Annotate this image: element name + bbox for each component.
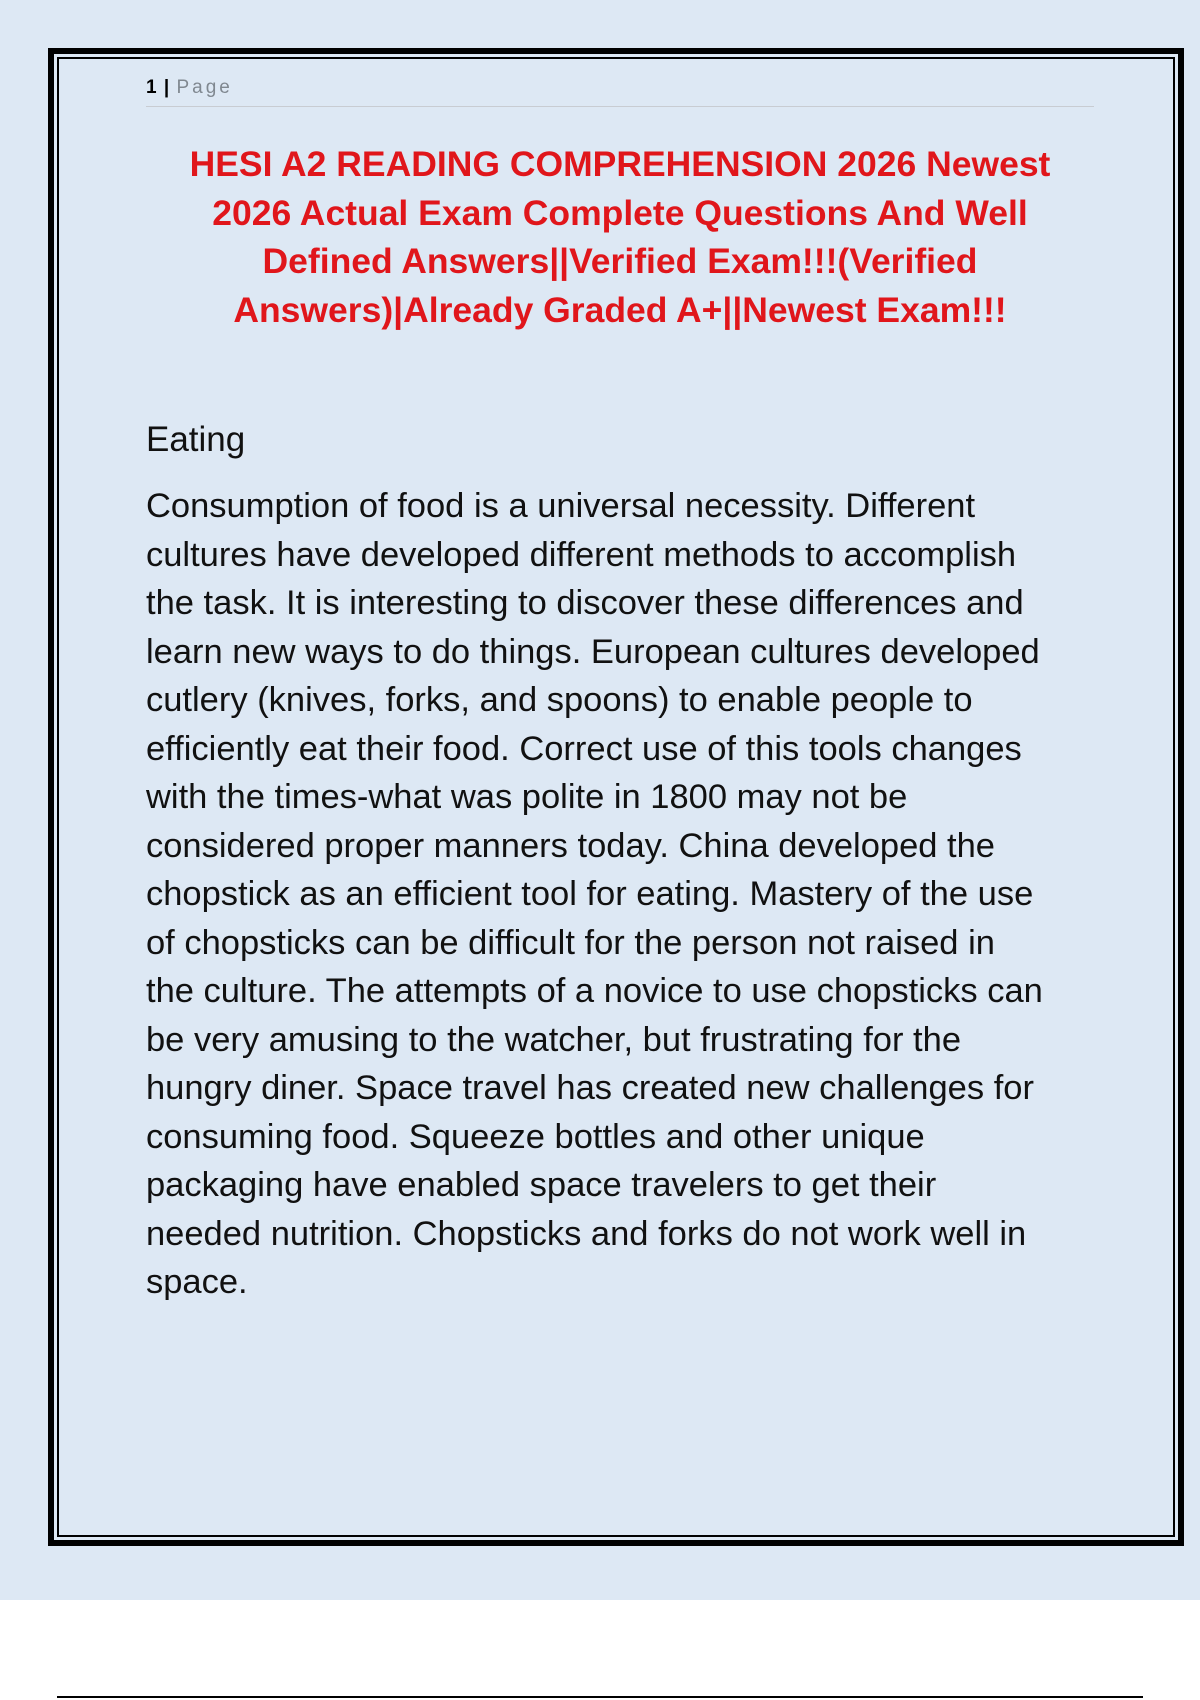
document-title: HESI A2 READING COMPREHENSION 2026 Newest 2026 Actual Exam Complete Questions And Well Defined Answers||Verified Exam!!!(Verified Answers)|Already Graded A+||Newest Exam!!! [189,144,1051,330]
page-number: 1 [146,77,158,98]
footer-rule [57,1696,1143,1698]
passage-text: Consumption of food is a universal necessity. Different cultures have developed different methods to accomplish the task. It is interesting to discover these differences and learn new ways to do things. European cultures developed cutlery (knives, forks, and spoons) to enable people to efficiently eat their food. Correct use of this tools changes with the times-what was polite in 1800 may not be considered proper manners today. China developed the chopstick as an efficient tool for eating. Mastery of the use of chopsticks can be difficult for the person not raised in the culture. The attempts of a novice to use chopsticks can be very amusing to the watcher, but frustrating for the hungry diner. Space travel has created new challenges for consuming food. Squeeze bottles and other unique packaging have enabled space travelers to get their needed nutrition. Chopsticks and forks do not work well in space. [146,487,1043,1301]
section-heading: Eating [146,420,246,459]
page-header [146,74,1094,107]
page-separator: | [163,77,171,98]
page-label: Page [176,77,233,98]
